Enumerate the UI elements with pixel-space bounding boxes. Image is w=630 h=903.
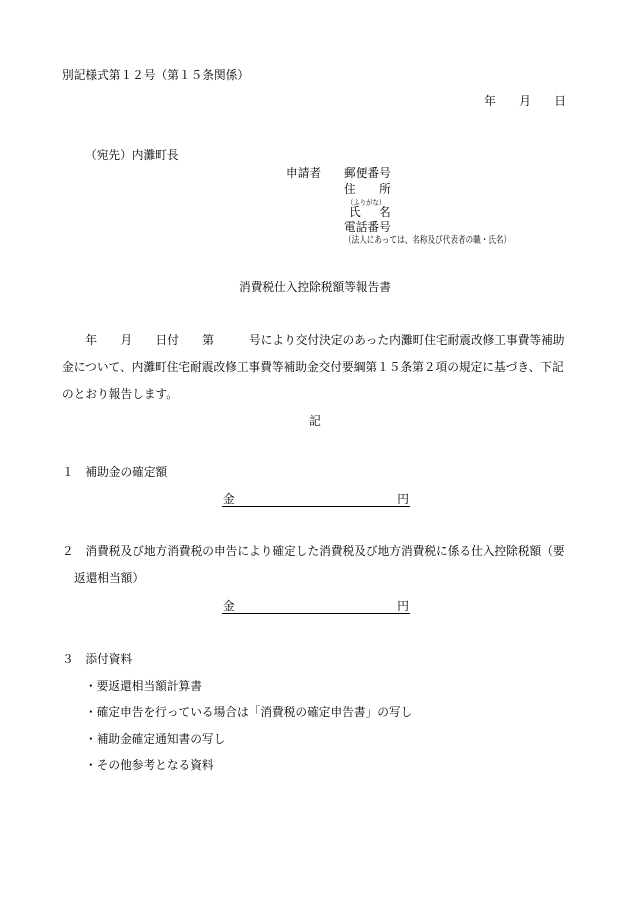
item-heading: ２ 消費税及び地方消費税の申告により確定した消費税及び地方消費税に係る仕入控除税額（要: [62, 544, 565, 558]
addressee: （宛先）内灘町長: [85, 148, 179, 162]
address-label: 住 所: [344, 182, 391, 196]
applicant-label: 申請者: [286, 166, 322, 180]
phone-number-label: 電話番号: [344, 220, 391, 234]
confirmed-amount-field: [222, 493, 410, 507]
refund-amount-field: [222, 600, 410, 614]
form-number: 別記様式第１２号（第１５条関係）: [62, 68, 250, 82]
body-line: 年 月 日付 第 号により交付決定のあった内灘町住宅耐震改修工事費等補助: [62, 333, 565, 347]
attachment-list-item: ・その他参考となる資料: [85, 758, 214, 772]
attachment-list-item: ・確定申告を行っている場合は「消費税の確定申告書」の写し: [85, 705, 413, 719]
body-line: 金について、内灘町住宅耐震改修工事費等補助金交付要綱第１５条第２項の規定に基づき、下記: [62, 360, 564, 374]
corporation-note: （法人にあっては、名称及び代表者の職・氏名）: [344, 235, 512, 246]
furigana-label: （ふりがな）: [347, 198, 386, 207]
postal-code-label: 郵便番号: [344, 166, 391, 180]
name-label: 氏 名: [349, 205, 394, 219]
amount-suffix: 円: [397, 599, 409, 613]
attachment-list-item: ・要返還相当額計算書: [85, 679, 202, 693]
item-heading: ３ 添付資料: [62, 652, 133, 666]
report-date-line: 年 月 日: [484, 94, 566, 108]
body-line: のとおり報告します。: [62, 387, 178, 401]
amount-prefix: 金: [223, 492, 235, 506]
item-heading: １ 補助金の確定額: [62, 465, 168, 479]
amount-suffix: 円: [397, 492, 409, 506]
amount-prefix: 金: [223, 599, 235, 613]
document-title: 消費税仕入控除税額等報告書: [239, 280, 391, 294]
item-heading-continuation: 返還相当額）: [74, 571, 145, 585]
attachment-list-item: ・補助金確定通知書の写し: [85, 732, 226, 746]
ki-heading: 記: [309, 414, 321, 428]
